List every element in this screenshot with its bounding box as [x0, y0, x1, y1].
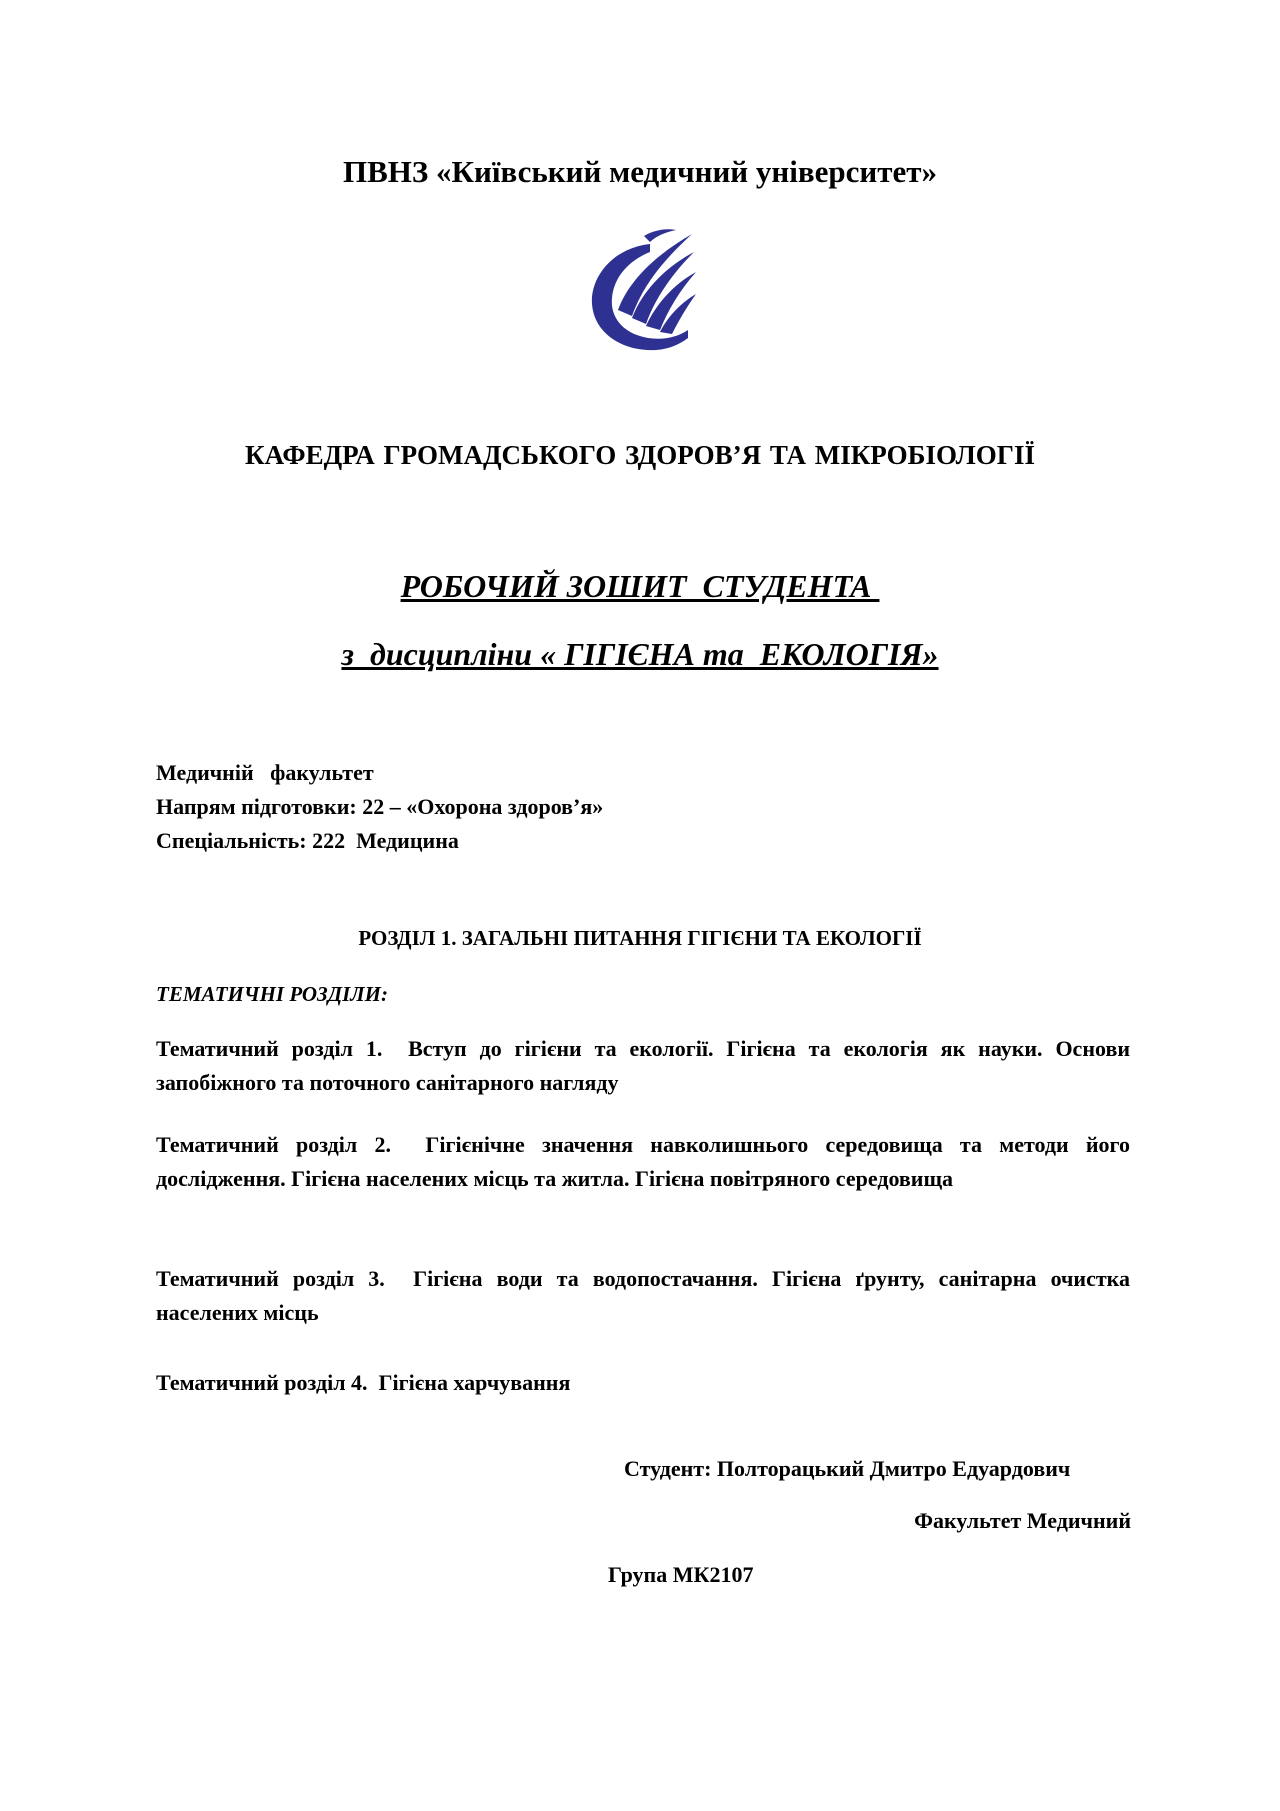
direction-line: Напрям підготовки: 22 – «Охорона здоров’я»	[156, 794, 604, 819]
topic-text: Гігієнічне значення навколишнього середовища та методи його дослідження. Гігієна населених місць та житла. Гігієна повітряного середовища	[156, 1132, 1130, 1191]
logo-stripe-1	[618, 234, 692, 316]
university-title: ПВНЗ «Київський медичний університет»	[343, 154, 937, 189]
topic-label: Тематичний розділ 1.	[156, 1036, 409, 1061]
topic-4	[156, 1366, 1130, 1400]
student-group: Група МК2107	[608, 1562, 754, 1587]
topic-label: Тематичний розділ 3.	[156, 1266, 414, 1291]
student-faculty: Факультет Медичний	[914, 1508, 1131, 1533]
university-logo-icon	[584, 226, 696, 354]
topic-text: Гігієна води та водопостачання. Гігієна ґрунту, санітарна очистка населених місць	[156, 1266, 1131, 1325]
topic-3	[156, 1262, 1130, 1330]
topic-2	[156, 1128, 1130, 1196]
topic-text: Вступ до гігієни та екології. Гігієна та екологія як науки. Основи запобіжного та поточного санітарного нагляду	[156, 1036, 1130, 1095]
faculty-line: Медичній факультет	[156, 760, 374, 785]
workbook-title: РОБОЧИЙ ЗОШИТ СТУДЕНТА	[400, 568, 880, 604]
logo-hook	[644, 229, 676, 242]
specialty-line: Спеціальність: 222 Медицина	[156, 828, 459, 853]
workbook-subtitle: з дисципліни « ГІГІЄНА та ЕКОЛОГІЯ»	[341, 636, 939, 672]
topic-1	[156, 1032, 1130, 1100]
topic-label: Тематичний розділ 4.	[156, 1370, 379, 1395]
section-title: РОЗДІЛ 1. ЗАГАЛЬНІ ПИТАННЯ ГІГІЄНИ ТА ЕКОЛОГІЇ	[358, 926, 922, 950]
student-name: Студент: Полторацький Дмитро Едуардович	[624, 1456, 1071, 1481]
themes-heading: ТЕМАТИЧНІ РОЗДІЛИ:	[156, 982, 388, 1006]
topic-text: Гігієна харчування	[378, 1370, 571, 1395]
program-info	[156, 756, 603, 858]
department-title: КАФЕДРА ГРОМАДСЬКОГО ЗДОРОВ’Я ТА МІКРОБІОЛОГІЇ	[245, 440, 1035, 470]
topic-label: Тематичний розділ 2.	[156, 1132, 426, 1157]
